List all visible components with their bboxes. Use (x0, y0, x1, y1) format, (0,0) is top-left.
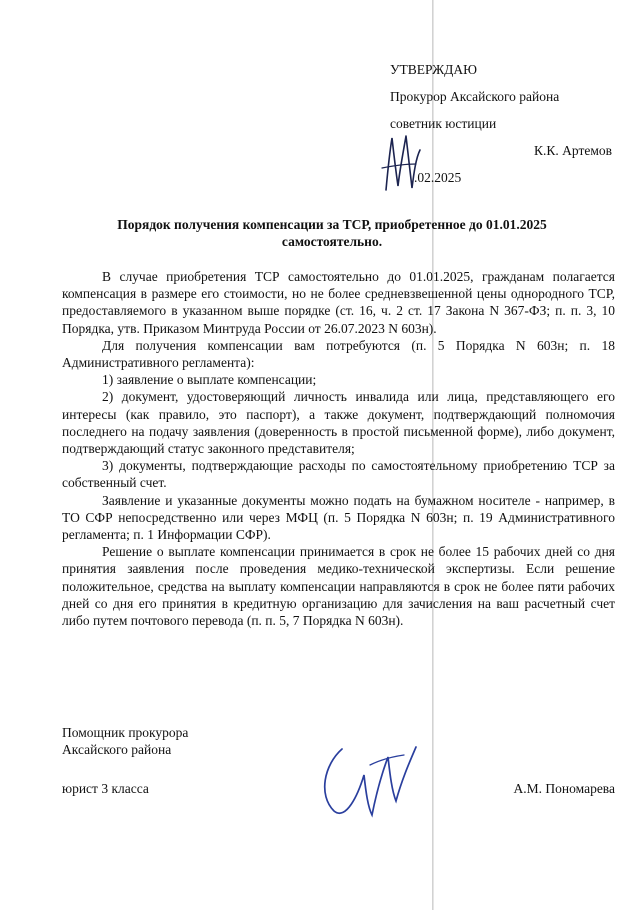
approval-name: К.К. Артемов (533, 143, 612, 158)
signer-name: А.М. Пономарева (513, 781, 615, 796)
approval-heading: УТВЕРЖДАЮ (390, 62, 478, 77)
approval-date: .02.2025 (414, 170, 462, 185)
signer-position-line-2: Аксайского района (62, 742, 172, 757)
prosecutor-signature (372, 128, 442, 198)
title-line-2: самостоятельно. (281, 234, 383, 249)
approval-rank: советник юстиции (390, 116, 497, 131)
document-body (62, 268, 615, 629)
paragraph: Заявление и указанные документы можно подать на бумажном носителе - например, в ТО СФР непосредственно или через МФЦ (п. 5 Порядка N 603н; п. 19 Административного регламента; п. 1 Информации СФР). (62, 492, 615, 543)
approval-position: Прокурор Аксайского района (390, 89, 560, 104)
document-title (62, 216, 602, 250)
title-line-1: Порядок получения компенсации за ТСР, приобретенное до 01.01.2025 (117, 217, 547, 232)
signer-rank: юрист 3 класса (62, 781, 149, 796)
assistant-signature (312, 735, 422, 825)
list-item: 1) заявление о выплате компенсации; (102, 372, 317, 388)
paragraph: В случае приобретения ТСР самостоятельно до 01.01.2025, гражданам полагается компенсация в размере его стоимости, но не более средневзвешенной цены однородного ТСР, предоставляемого в указанном выше порядке (ст. 16, ч. 2 ст. 17 Закона N 367-ФЗ; п. п. 3, 10 Порядка, утв. Приказом Минтруда России от 26.07.2023 N 603н). (62, 269, 615, 336)
list-item: 3) документы, подтверждающие расходы по самостоятельному приобретению ТСР за собственный счет. (62, 458, 615, 491)
signer-position-line-1: Помощник прокурора (62, 725, 189, 740)
paragraph: Решение о выплате компенсации принимается в срок не более 15 рабочих дней со дня принятия заявления после проведения медико-технической экспертизы. Если решение положительное, средства на выплату компенсации направляются в срок не более пяти рабочих дней со дня его принятия в кредитную организацию для зачисления на ваш расчетный счет либо путем почтового перевода (п. п. 5, 7 Порядка N 603н). (62, 544, 615, 629)
list-item: 2) документ, удостоверяющий личность инвалида или лица, представляющего его интересы (как правило, это паспорт), а также документ, подтверждающий полномочия последнего на подачу заявления (доверенность в простой письменной форме), либо документ, подтверждающий статус законного представителя; (62, 389, 615, 457)
paragraph: Для получения компенсации вам потребуются (п. 5 Порядка N 603н; п. 18 Административного регламента): (62, 337, 615, 371)
